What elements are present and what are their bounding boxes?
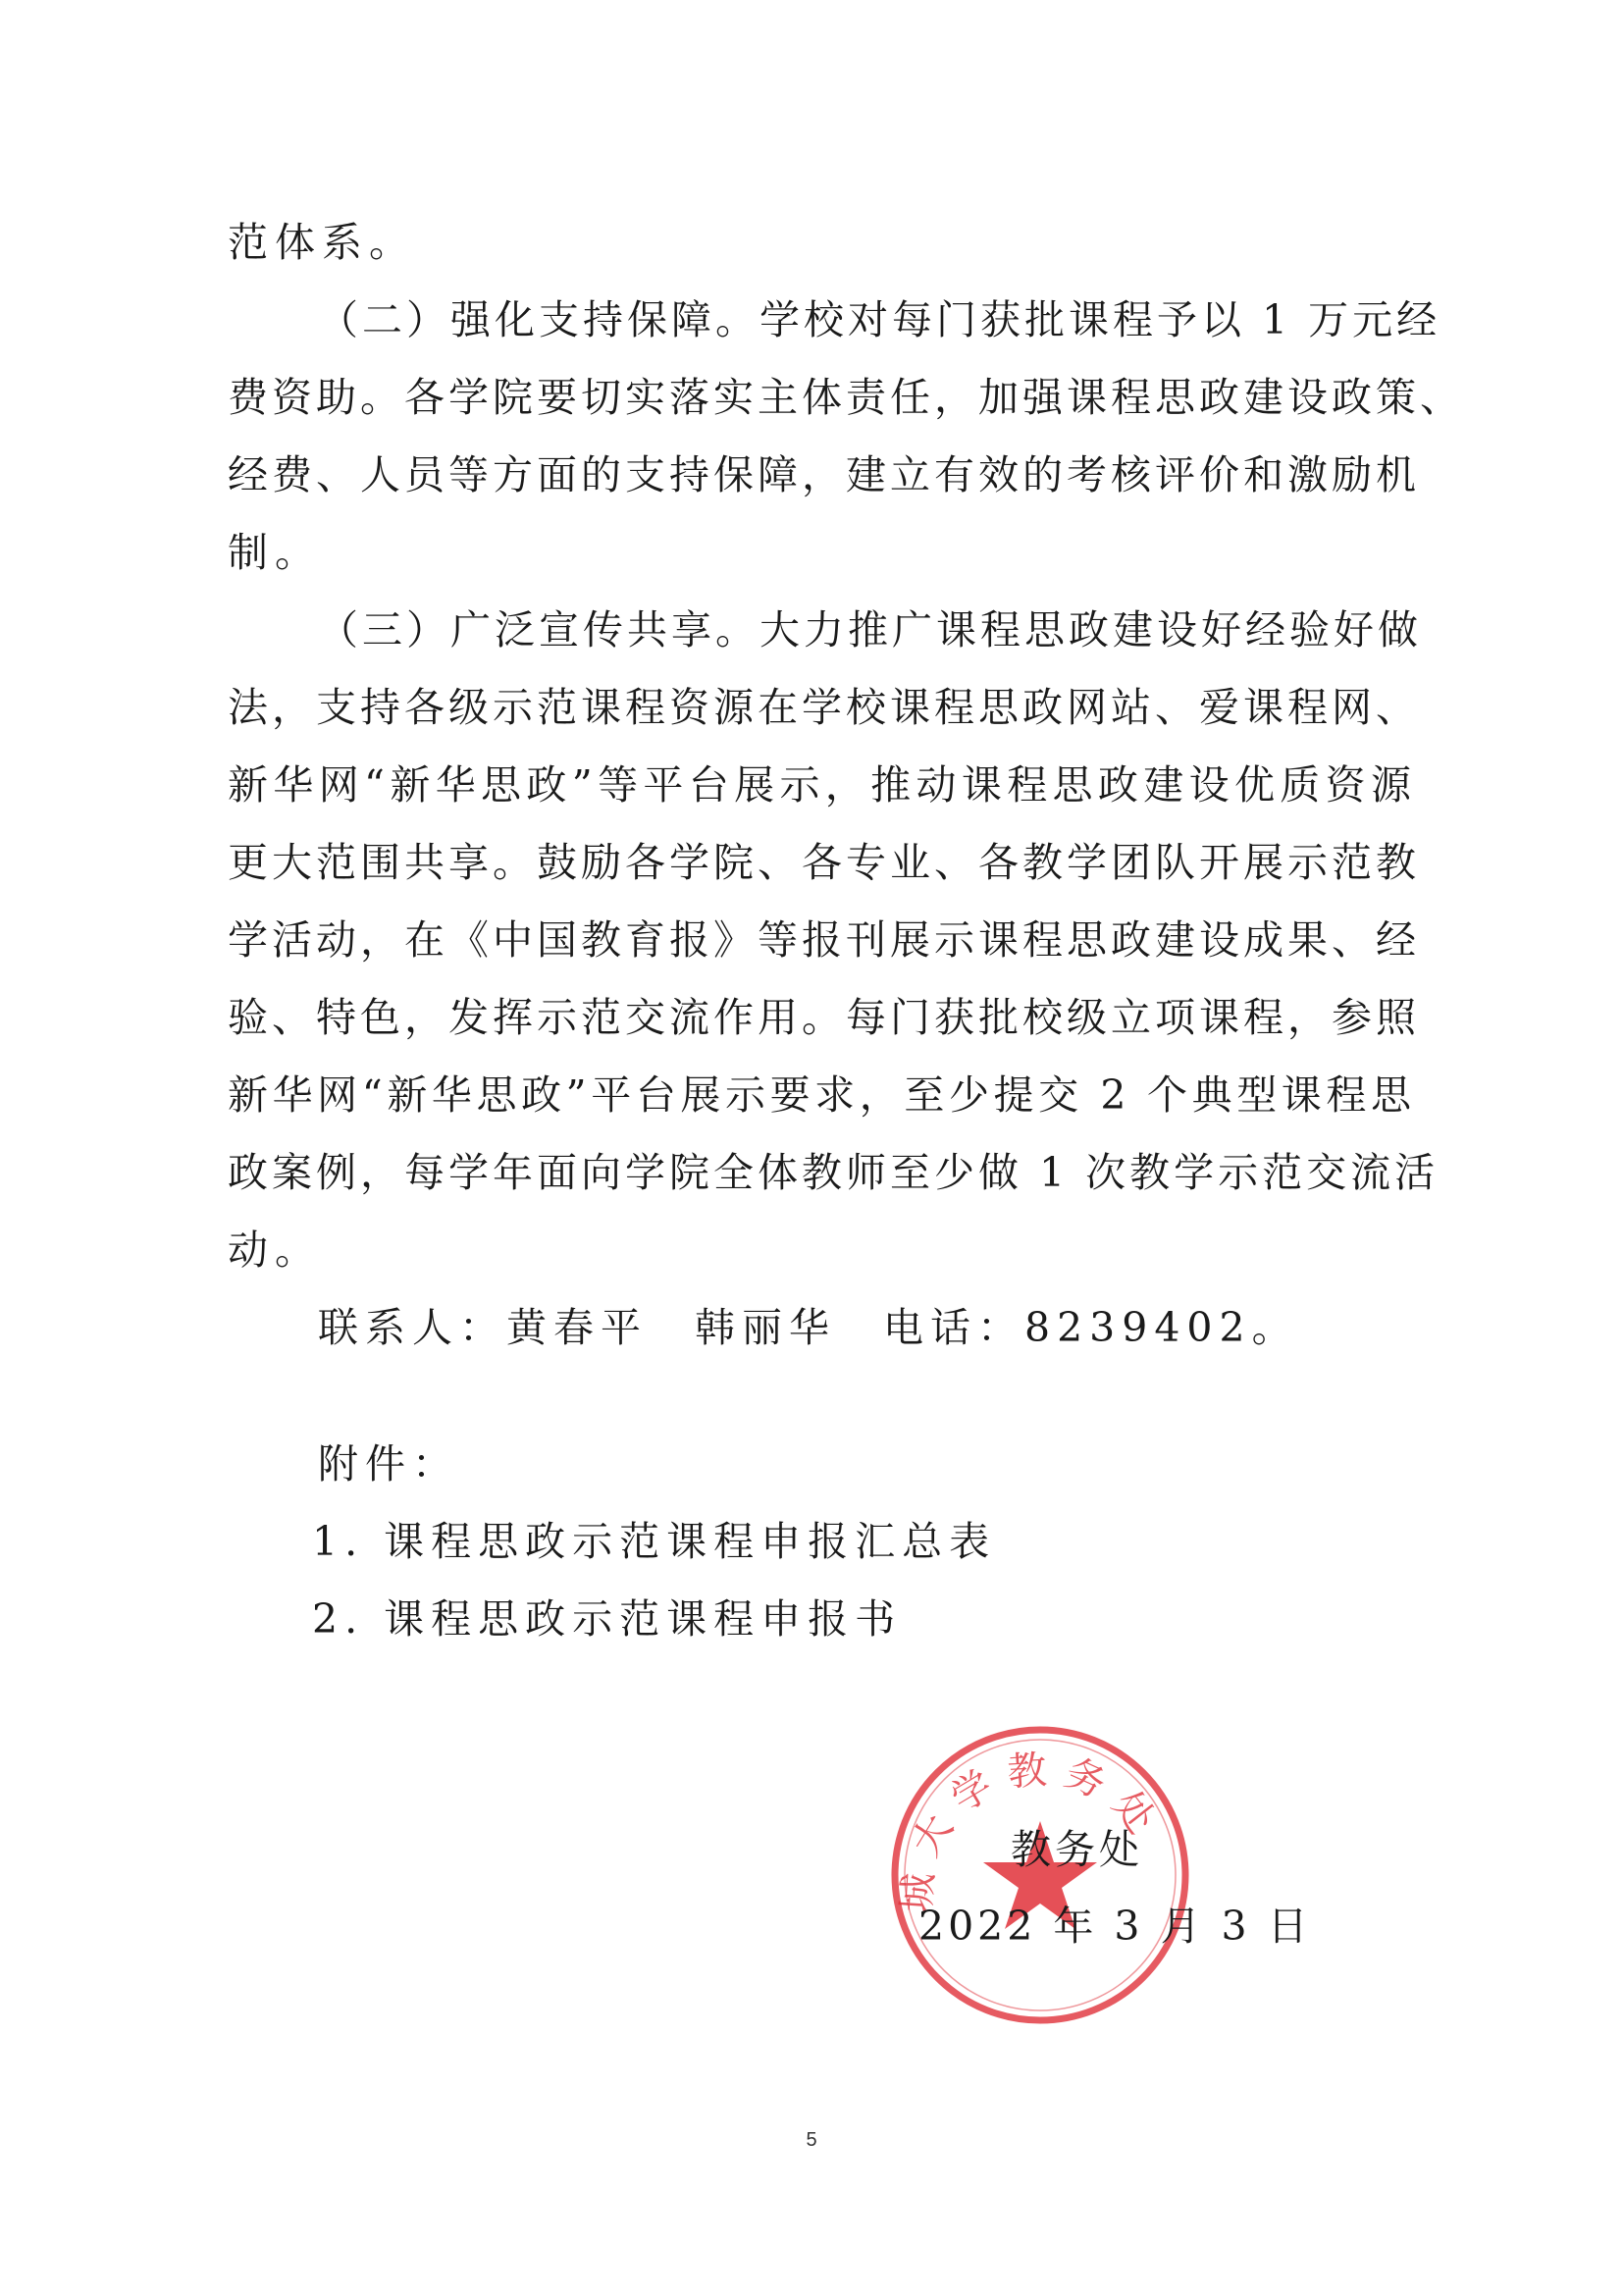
- paragraph-3-line: 新华网“新华思政”平台展示要求，至少提交 2 个典型课程思: [228, 1071, 1415, 1119]
- paragraph-3-line: （三）广泛宣传共享。大力推广课程思政建设好经验好做: [318, 606, 1422, 653]
- body-text: [228, 204, 1464, 1658]
- attachment-item: 2. 课程思政示范课程申报书: [312, 1595, 903, 1643]
- paragraph-3-line: 验、特色，发挥示范交流作用。每门获批校级立项课程，参照: [228, 994, 1420, 1041]
- attachments-title: 附件：: [318, 1440, 459, 1487]
- paragraph-3-line: 政案例，每学年面向学院全体教师至少做 1 次教学示范交流活: [228, 1149, 1440, 1196]
- contact-line: 联系人：黄春平 韩丽华 电话：8239402。: [318, 1304, 1299, 1351]
- paragraph-3-line: 法，支持各级示范课程资源在学校课程思政网站、爱课程网、: [228, 684, 1420, 731]
- paragraph-2-line: 经费、人员等方面的支持保障，建立有效的考核评价和激励机: [228, 451, 1420, 498]
- svg-text:城大学教务处: 城大学教务处: [894, 1747, 1173, 1914]
- paragraph-3-line: 学活动，在《中国教育报》等报刊展示课程思政建设成果、经: [228, 916, 1420, 964]
- paragraph-continuation: 范体系。: [228, 219, 416, 266]
- paragraph-3-line: 动。: [228, 1226, 322, 1274]
- paragraph-2-line: 费资助。各学院要切实落实主体责任，加强课程思政建设政策、: [228, 374, 1464, 421]
- official-seal: [888, 1723, 1192, 2027]
- page-number: 5: [806, 2129, 817, 2151]
- paragraph-2-line: 制。: [228, 529, 322, 576]
- signing-department: 教务处: [1011, 1826, 1143, 1873]
- attachment-item: 1. 课程思政示范课程申报汇总表: [312, 1518, 997, 1565]
- signing-date: 2022 年 3 月 3 日: [918, 1903, 1312, 1950]
- paragraph-2-line: （二）强化支持保障。学校对每门获批课程予以 1 万元经: [318, 296, 1441, 343]
- paragraph-3-line: 更大范围共享。鼓励各学院、各专业、各教学团队开展示范教: [228, 839, 1420, 886]
- paragraph-3-line: 新华网“新华思政”等平台展示，推动课程思政建设优质资源: [228, 761, 1415, 809]
